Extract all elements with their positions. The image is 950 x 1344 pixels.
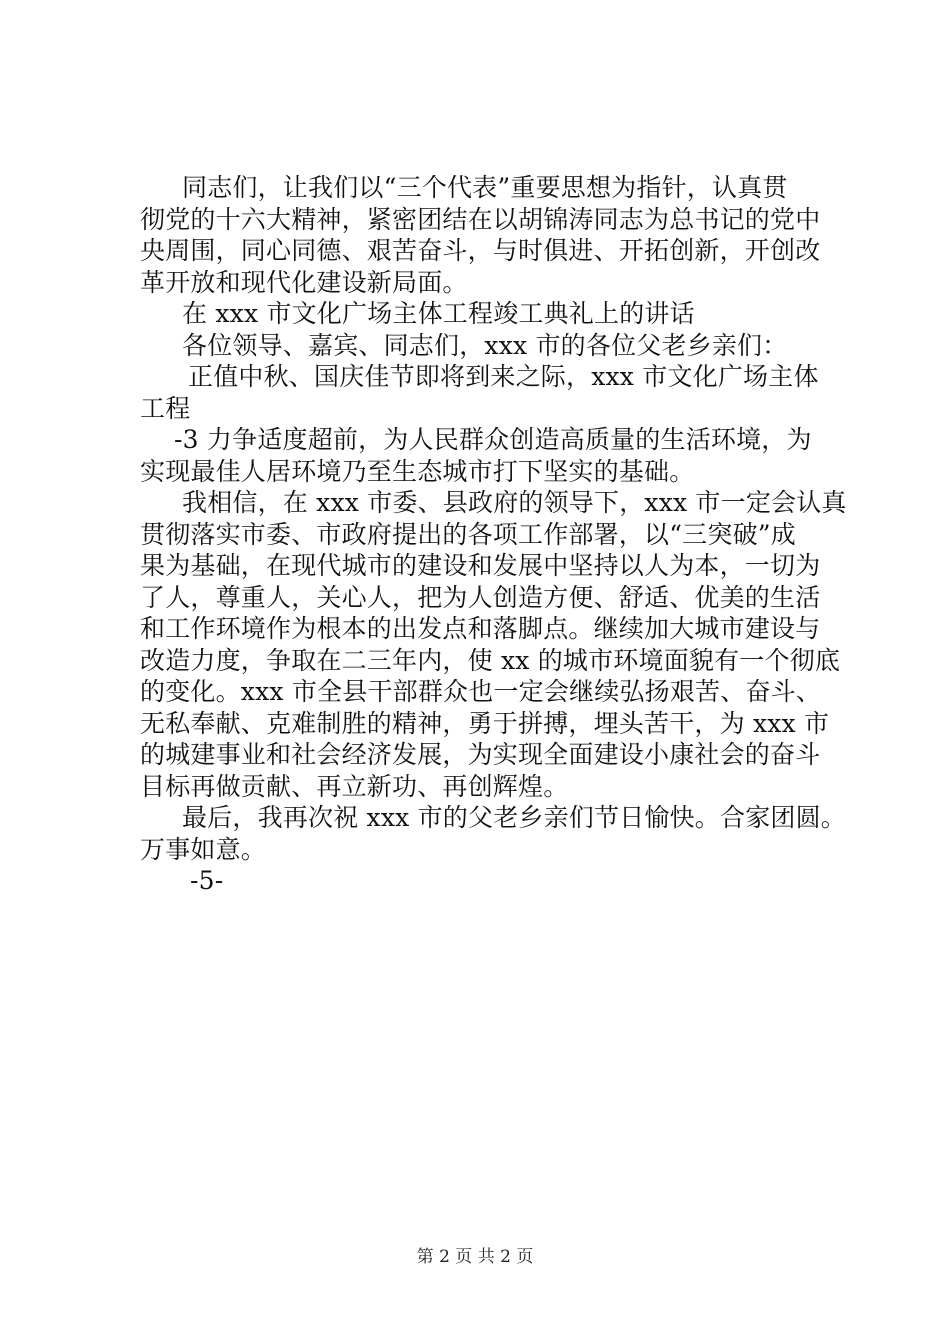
inline-page-number: -5-	[190, 866, 224, 895]
paragraph-line: 央周围，同心同德、艰苦奋斗，与时俱进、开拓创新，开创改	[140, 236, 821, 265]
paragraph-line: 了人，尊重人，关心人，把为人创造方便、舒适、优美的生活	[140, 582, 821, 612]
paragraph-line: 万事如意。	[140, 834, 267, 864]
page-number-label: 第 2 页 共 2 页	[416, 1247, 534, 1267]
paragraph-line: 和工作环境作为根本的出发点和落脚点。继续加大城市建设与	[140, 614, 821, 643]
paragraph-line: 的城建事业和社会经济发展，为实现全面建设小康社会的奋斗	[140, 740, 821, 769]
paragraph-line: 实现最佳人居环境乃至生态城市打下坚实的基础。	[140, 456, 695, 486]
paragraph-line: 彻党的十六大精神，紧密团结在以胡锦涛同志为总书记的党中	[140, 204, 821, 234]
salutation: 各位领导、嘉宾、同志们，xxx 市的各位父老乡亲们：	[182, 330, 788, 360]
paragraph-line: 改造力度，争取在二三年内，使 xx 的城市环境面貌有一个彻底	[140, 645, 841, 675]
paragraph-line: -3 力争适度超前，为人民群众创造高质量的生活环境，为	[174, 425, 812, 454]
page-footer	[0, 1242, 950, 1267]
paragraph-line: 贯彻落实市委、市政府提出的各项工作部署，以“三突破”成	[140, 519, 796, 549]
paragraph-line: 最后，我再次祝 xxx 市的父老乡亲们节日愉快。合家团圆。	[182, 803, 846, 832]
paragraph-line: 同志们，让我们以“三个代表”重要思想为指针，认真贯	[182, 173, 788, 202]
paragraph-line: 革开放和现代化建设新局面。	[140, 267, 468, 297]
paragraph-line: 正值中秋、国庆佳节即将到来之际，xxx 市文化广场主体	[188, 362, 819, 391]
paragraph-line: 工程	[140, 393, 191, 423]
paragraph-line: 我相信，在 xxx 市委、县政府的领导下，xxx 市一定会认真	[182, 488, 847, 517]
document-body	[140, 172, 847, 897]
paragraph-line: 的变化。xxx 市全县干部群众也一定会继续弘扬艰苦、奋斗、	[140, 677, 822, 706]
paragraph-line: 无私奉献、克难制胜的精神，勇于拼搏，埋头苦干，为 xxx 市	[140, 708, 830, 738]
speech-title: 在 xxx 市文化广场主体工程竣工典礼上的讲话	[182, 299, 695, 328]
paragraph-line: 果为基础，在现代城市的建设和发展中坚持以人为本，一切为	[140, 551, 821, 580]
paragraph-line: 目标再做贡献、再立新功、再创辉煌。	[140, 771, 569, 801]
